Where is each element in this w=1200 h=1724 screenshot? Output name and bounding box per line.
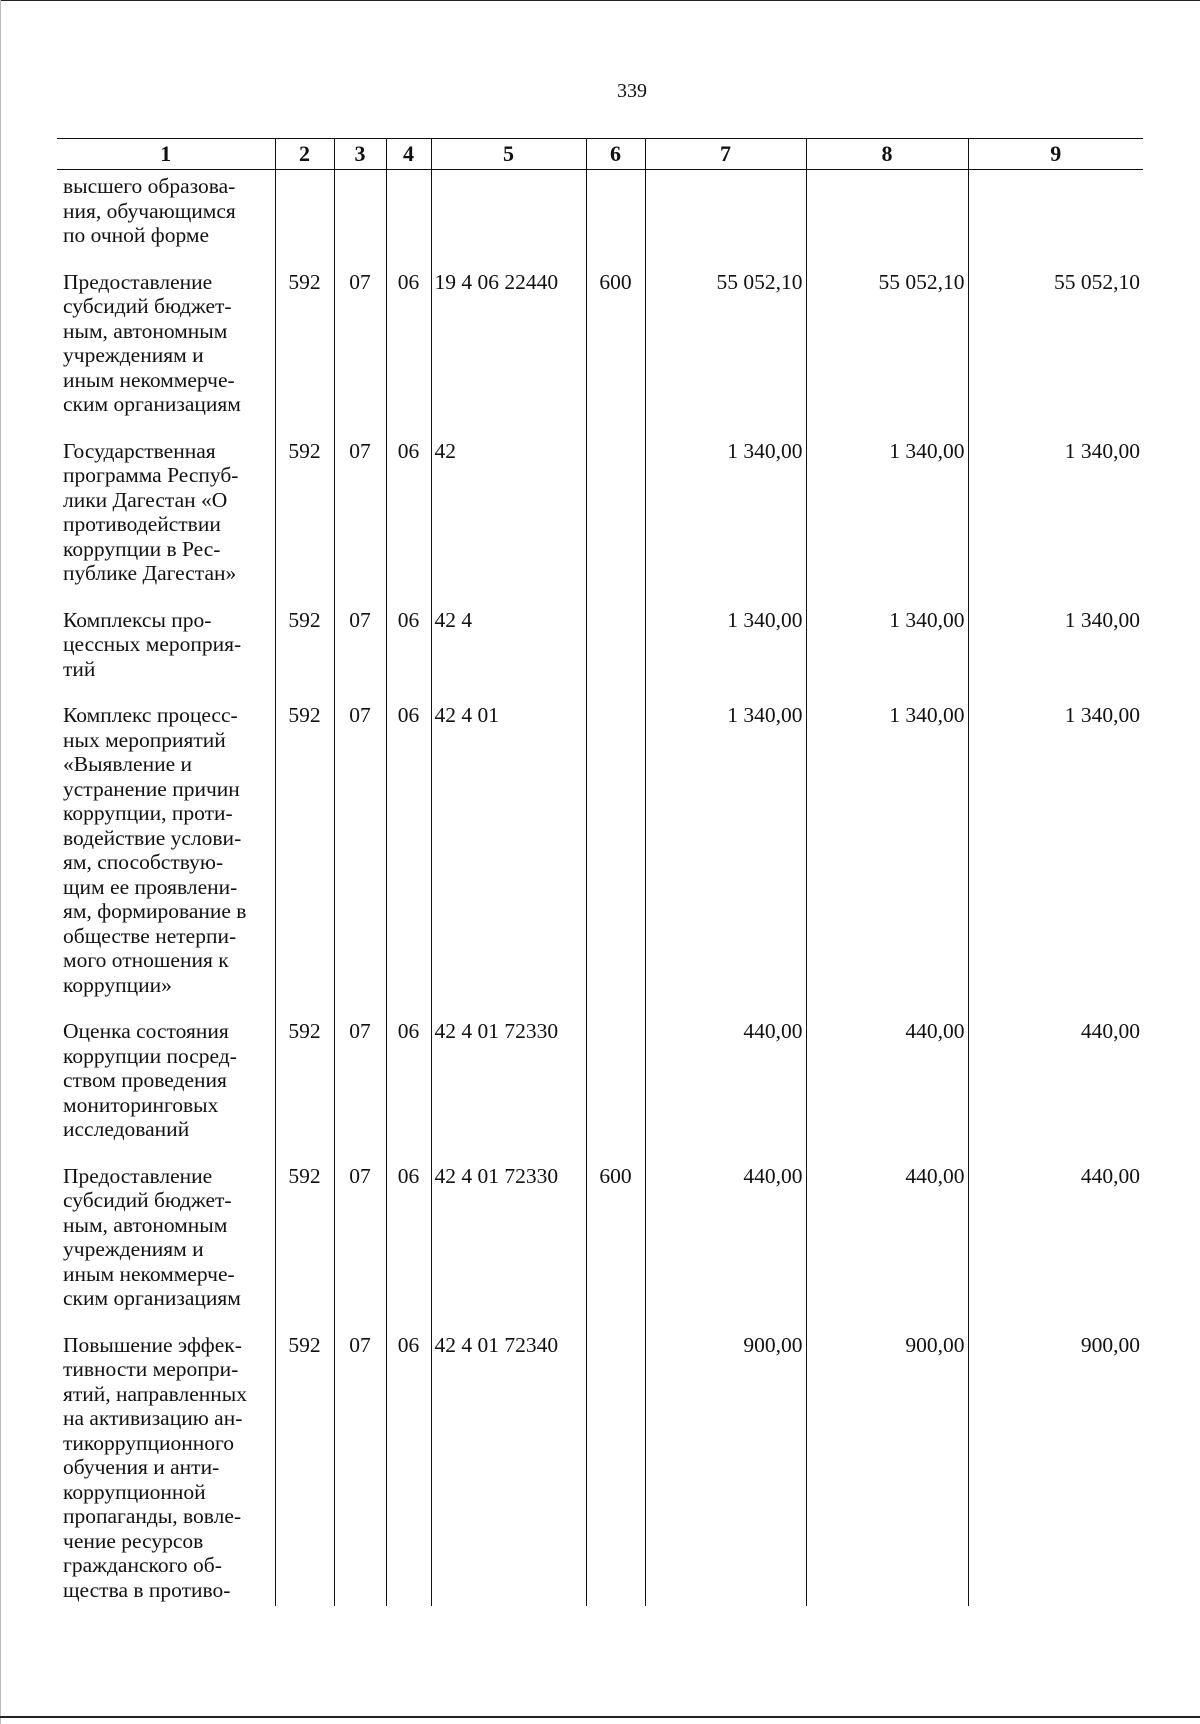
item-name-cell: Оценка состояния коррупции посред- ством проведения мониторинговых исследований — [63, 1019, 237, 1141]
subsection-cell: 06 — [386, 699, 431, 1015]
header-cell: 7 — [645, 139, 806, 170]
amount-cell: 900,00 — [968, 1329, 1143, 1607]
page-left-edge — [0, 0, 1, 1724]
amount-cell: 440,00 — [968, 1015, 1143, 1160]
page-top-edge — [0, 0, 1200, 1]
amount-cell: 55 052,10 — [806, 266, 968, 435]
code-cell: 592 — [275, 1329, 334, 1607]
code-cell: 592 — [275, 1160, 334, 1329]
target-article-cell: 42 4 01 72330 — [431, 1160, 586, 1329]
item-name-cell: Повышение эффек- тивности меропри- ятий, направленных на активизацию ан- тикоррупционного обучения и анти- коррупционной пропаганды, вовле- чение ресурсов гражданского об- щества в противо- — [63, 1332, 247, 1602]
amount-cell: 1 340,00 — [806, 699, 968, 1015]
table-row — [57, 1160, 1143, 1329]
section-cell: 07 — [334, 266, 386, 435]
header-cell: 4 — [386, 139, 431, 170]
item-name-cell: высшего образова- ния, обучающимся по очной форме — [63, 174, 236, 247]
section-cell: 07 — [334, 435, 386, 604]
table-row — [57, 1015, 1143, 1160]
amount-cell — [645, 170, 806, 266]
amount-cell: 1 340,00 — [645, 604, 806, 700]
table-row — [57, 1329, 1143, 1607]
item-name-cell: Государственная программа Респуб- лики Дагестан «О противодействии коррупции в Рес- публике Дагестан» — [63, 438, 239, 585]
header-cell: 9 — [968, 139, 1143, 170]
amount-cell: 440,00 — [645, 1160, 806, 1329]
subsection-cell: 06 — [386, 1329, 431, 1607]
code-cell: 592 — [275, 435, 334, 604]
code-cell: 592 — [275, 699, 334, 1015]
expense-type-cell — [586, 170, 645, 266]
section-cell: 07 — [334, 699, 386, 1015]
amount-cell: 1 340,00 — [645, 435, 806, 604]
amount-cell: 1 340,00 — [968, 699, 1143, 1015]
amount-cell: 440,00 — [968, 1160, 1143, 1329]
expense-type-cell — [586, 604, 645, 700]
expense-type-cell — [586, 1329, 645, 1607]
budget-table — [57, 138, 1143, 1606]
header-cell: 3 — [334, 139, 386, 170]
amount-cell: 1 340,00 — [968, 435, 1143, 604]
item-name-cell: Комплекс процесс- ных мероприятий «Выявление и устранение причин коррупции, проти- водействие услови- ям, способствую- щим ее проявлени- ям, формирование в обществе нетерпи- мого отношения к коррупции» — [63, 703, 247, 997]
header-cell: 6 — [586, 139, 645, 170]
header-cell: 2 — [275, 139, 334, 170]
header-cell: 5 — [431, 139, 586, 170]
target-article-cell: 42 4 01 72330 — [431, 1015, 586, 1160]
amount-cell: 55 052,10 — [968, 266, 1143, 435]
table-row — [57, 435, 1143, 604]
amount-cell — [806, 170, 968, 266]
amount-cell: 900,00 — [645, 1329, 806, 1607]
target-article-cell: 19 4 06 22440 — [431, 266, 586, 435]
table-row — [57, 699, 1143, 1015]
table-row — [57, 266, 1143, 435]
header-cell: 8 — [806, 139, 968, 170]
target-article-cell — [431, 170, 586, 266]
code-cell: 592 — [275, 1015, 334, 1160]
item-name-cell: Комплексы про- цессных мероприя- тий — [63, 607, 242, 681]
item-name-cell: Предоставление субсидий бюджет- ным, автономным учреждениям и иным некоммерче- ским организациям — [63, 1163, 241, 1310]
target-article-cell: 42 4 01 72340 — [431, 1329, 586, 1607]
amount-cell: 1 340,00 — [806, 435, 968, 604]
subsection-cell: 06 — [386, 1015, 431, 1160]
expense-type-cell — [586, 1015, 645, 1160]
header-cell: 1 — [57, 139, 275, 170]
amount-cell: 1 340,00 — [968, 604, 1143, 700]
code-cell: 592 — [275, 604, 334, 700]
item-name-cell: Предоставление субсидий бюджет- ным, автономным учреждениям и иным некоммерче- ским организациям — [63, 269, 241, 416]
section-cell: 07 — [334, 1160, 386, 1329]
amount-cell: 440,00 — [645, 1015, 806, 1160]
subsection-cell: 06 — [386, 435, 431, 604]
section-cell: 07 — [334, 604, 386, 700]
subsection-cell: 06 — [386, 604, 431, 700]
target-article-cell: 42 — [431, 435, 586, 604]
section-cell: 07 — [334, 1015, 386, 1160]
table-header — [57, 139, 1143, 170]
expense-type-cell — [586, 435, 645, 604]
subsection-cell: 06 — [386, 266, 431, 435]
subsection-cell: 06 — [386, 1160, 431, 1329]
expense-type-cell: 600 — [586, 266, 645, 435]
target-article-cell: 42 4 — [431, 604, 586, 700]
expense-type-cell — [586, 699, 645, 1015]
table-row — [57, 170, 1143, 266]
amount-cell — [968, 170, 1143, 266]
amount-cell: 900,00 — [806, 1329, 968, 1607]
section-cell: 07 — [334, 1329, 386, 1607]
amount-cell: 440,00 — [806, 1160, 968, 1329]
expense-type-cell: 600 — [586, 1160, 645, 1329]
target-article-cell: 42 4 01 — [431, 699, 586, 1015]
page-bottom-edge — [0, 1716, 1200, 1718]
table-body — [57, 170, 1143, 1607]
code-cell — [275, 170, 334, 266]
code-cell: 592 — [275, 266, 334, 435]
subsection-cell — [386, 170, 431, 266]
header-row — [57, 139, 1143, 170]
table-row — [57, 604, 1143, 700]
amount-cell: 1 340,00 — [645, 699, 806, 1015]
amount-cell: 1 340,00 — [806, 604, 968, 700]
amount-cell: 55 052,10 — [645, 266, 806, 435]
amount-cell: 440,00 — [806, 1015, 968, 1160]
section-cell — [334, 170, 386, 266]
page-number: 339 — [617, 80, 647, 102]
